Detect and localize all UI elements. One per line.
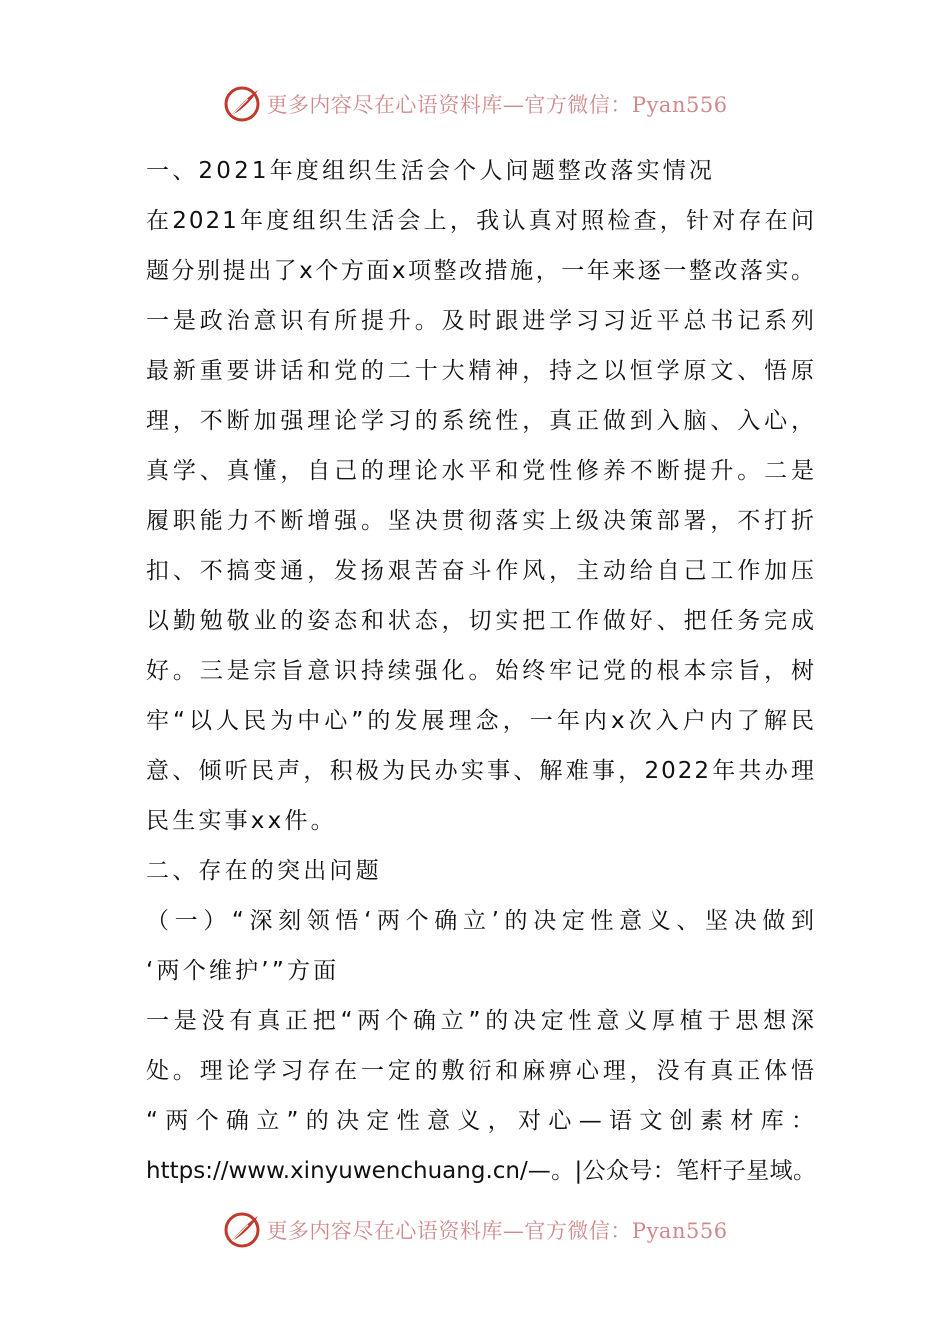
text-line: 理，不断加强理论学习的系统性，真正做到入脑、入心， bbox=[146, 408, 816, 434]
subsection-heading: （一）“深刻领悟‘两个确立’的决定性意义、坚决做到 bbox=[146, 908, 816, 934]
text-line: 民生实事xx件。 bbox=[146, 808, 337, 834]
quill-logo-icon bbox=[222, 1210, 262, 1250]
text-line: 一是政治意识有所提升。及时跟进学习习近平总书记系列 bbox=[146, 308, 816, 334]
section-heading: 二、存在的突出问题 bbox=[146, 858, 382, 884]
section-heading: 一、2021年度组织生活会个人问题整改落实情况 bbox=[146, 158, 716, 184]
text-line: 意、倾听民声，积极为民办实事、解难事，2022年共办理 bbox=[146, 758, 816, 784]
text-line: 处。理论学习存在一定的敷衍和麻痹心理，没有真正体悟 bbox=[146, 1058, 816, 1084]
text-line: https://www.xinyuwenchuang.cn/—。|公众号：笔杆子星域。 bbox=[146, 1158, 816, 1184]
document-body bbox=[146, 146, 816, 1196]
text-line: 最新重要讲话和党的二十大精神，持之以恒学原文、悟原 bbox=[146, 358, 816, 384]
text-line: 题分别提出了x个方面x项整改措施，一年来逐一整改落实。 bbox=[146, 258, 816, 284]
text-line: 在2021年度组织生活会上，我认真对照检查，针对存在问 bbox=[146, 208, 816, 234]
watermark-text: 更多内容尽在心语资料库—官方微信：Pyan556 bbox=[266, 1219, 728, 1243]
text-line: “两个确立”的决定性意义，对心—语文创素材库： bbox=[146, 1108, 816, 1134]
watermark-banner-top bbox=[0, 80, 950, 128]
watermark-text: 更多内容尽在心语资料库—官方微信：Pyan556 bbox=[266, 93, 728, 117]
text-line: 扣、不搞变通，发扬艰苦奋斗作风，主动给自己工作加压 bbox=[146, 558, 816, 584]
text-line: 牢“以人民为中心”的发展理念，一年内x次入户内了解民 bbox=[146, 708, 816, 734]
text-line: 以勤勉敬业的姿态和状态，切实把工作做好、把任务完成 bbox=[146, 608, 816, 634]
watermark-banner-bottom bbox=[0, 1206, 950, 1254]
text-line: 好。三是宗旨意识持续强化。始终牢记党的根本宗旨，树 bbox=[146, 658, 816, 684]
text-line: 履职能力不断增强。坚决贯彻落实上级决策部署，不打折 bbox=[146, 508, 816, 534]
text-line: 一是没有真正把“两个确立”的决定性意义厚植于思想深 bbox=[146, 1008, 816, 1034]
quill-logo-icon bbox=[222, 84, 262, 124]
subsection-heading: ‘两个维护’”方面 bbox=[146, 958, 340, 984]
text-line: 真学、真懂，自己的理论水平和党性修养不断提升。二是 bbox=[146, 458, 816, 484]
